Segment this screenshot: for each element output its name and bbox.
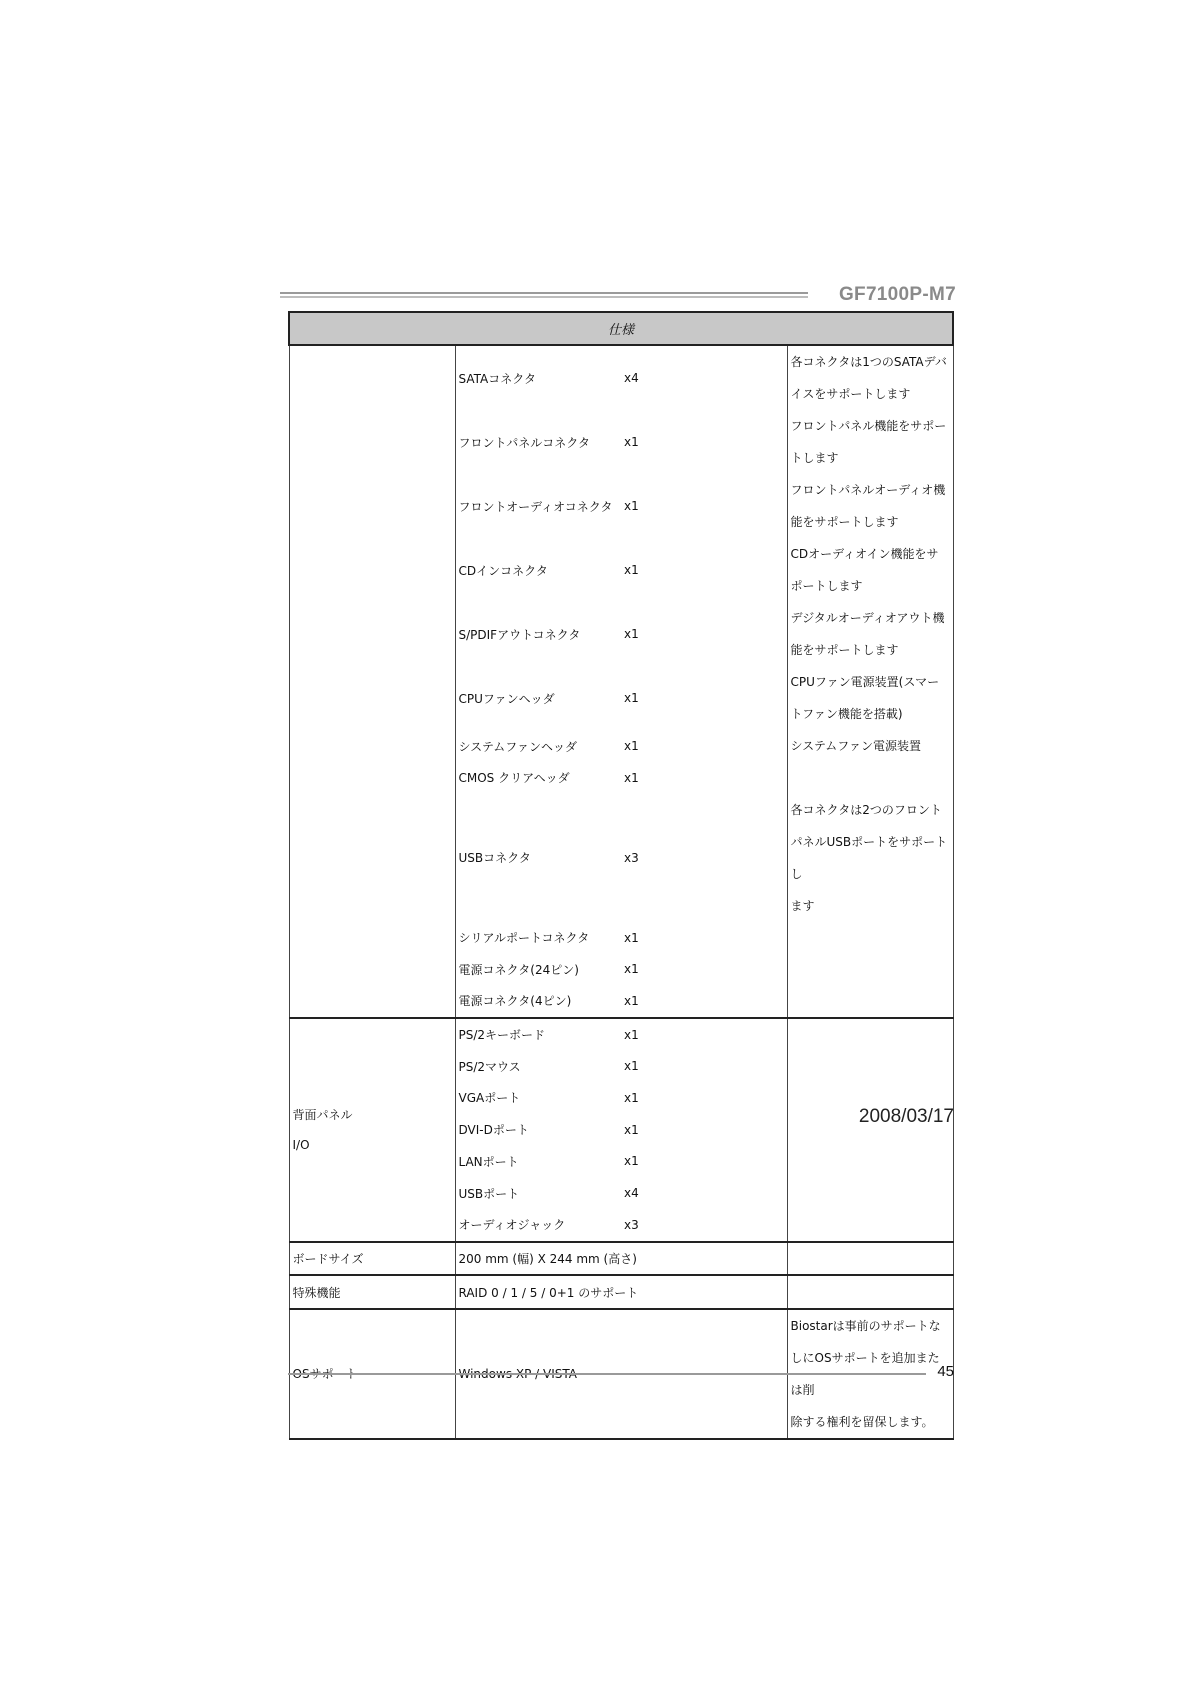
item-qty: x1 [621, 538, 787, 602]
page-number: 45 [937, 1363, 954, 1380]
os-note-line: Biostarは事前のサポートなしにOSサポートを追加または削 [790, 1318, 941, 1397]
table-title: 仕様 [289, 312, 953, 345]
item-desc: デジタルオーディオアウト機能をサポートします [787, 602, 953, 666]
item-qty: x1 [621, 922, 787, 954]
item-desc [787, 794, 953, 922]
item-desc: CDオーディオイン機能をサポートします [787, 538, 953, 602]
item-desc-line: 各コネクタは2つのフロントパネルUSBポートをサポートし [790, 802, 948, 881]
item-name: シリアルポートコネクタ [455, 922, 621, 954]
item-qty: x1 [621, 1082, 787, 1114]
rear-panel-label-line: I/O [292, 1137, 310, 1152]
item-qty: x4 [621, 345, 787, 410]
item-name: CMOS クリアヘッダ [455, 762, 621, 794]
item-desc: CPUファン電源装置(スマートファン機能を搭載) [787, 666, 953, 730]
os-note-line: 除する権利を留保します。 [790, 1414, 934, 1429]
item-desc: 各コネクタは1つのSATAデバイスをサポートします [787, 345, 953, 410]
table-row [289, 1018, 953, 1051]
board-size-value: 200 mm (幅) X 244 mm (高さ) [455, 1242, 787, 1276]
item-name: フロントパネルコネクタ [455, 410, 621, 474]
item-qty: x1 [621, 1146, 787, 1178]
special-label: 特殊機能 [289, 1275, 455, 1309]
item-qty: x1 [621, 1050, 787, 1082]
item-desc [787, 953, 953, 985]
board-size-desc [787, 1242, 953, 1276]
item-name: S/PDIFアウトコネクタ [455, 602, 621, 666]
internal-label-cell [289, 345, 455, 1018]
item-desc: フロントパネル機能をサポートします [787, 410, 953, 474]
item-name: USBポート [455, 1177, 621, 1209]
table-row [289, 1242, 953, 1276]
header-rule [280, 292, 808, 302]
item-name: USBコネクタ [455, 794, 621, 922]
rear-panel-desc [787, 1018, 953, 1242]
item-desc [787, 985, 953, 1018]
item-qty: x3 [621, 1209, 787, 1242]
item-qty: x1 [621, 953, 787, 985]
rear-panel-label-line: 背面パネル [292, 1107, 353, 1122]
item-qty: x4 [621, 1177, 787, 1209]
item-desc: フロントパネルオーディオ機能をサポートします [787, 474, 953, 538]
item-name: VGAポート [455, 1082, 621, 1114]
footer-rule [288, 1373, 926, 1375]
item-desc-line: ます [790, 898, 815, 913]
item-desc: システムファン電源装置 [787, 730, 953, 762]
rear-panel-label [289, 1018, 455, 1242]
item-name: オーディオジャック [455, 1209, 621, 1242]
board-size-label: ボードサイズ [289, 1242, 455, 1276]
table-row [289, 345, 953, 410]
item-name: CDインコネクタ [455, 538, 621, 602]
special-desc [787, 1275, 953, 1309]
item-name: システムファンヘッダ [455, 730, 621, 762]
item-qty: x1 [621, 474, 787, 538]
item-name: DVI-Dポート [455, 1114, 621, 1146]
table-row [289, 1275, 953, 1309]
item-name: PS/2マウス [455, 1050, 621, 1082]
spec-table [288, 311, 954, 1440]
item-name: フロントオーディオコネクタ [455, 474, 621, 538]
item-desc [787, 922, 953, 954]
item-desc [787, 762, 953, 794]
item-qty: x1 [621, 1018, 787, 1051]
item-qty: x1 [621, 602, 787, 666]
item-qty: x1 [621, 666, 787, 730]
doc-date: 2008/03/17 [858, 1106, 954, 1127]
item-qty: x1 [621, 410, 787, 474]
item-qty: x1 [621, 730, 787, 762]
item-name: SATAコネクタ [455, 345, 621, 410]
item-qty: x3 [621, 794, 787, 922]
item-qty: x1 [621, 1114, 787, 1146]
item-qty: x1 [621, 762, 787, 794]
item-name: PS/2キーボード [455, 1018, 621, 1051]
item-name: 電源コネクタ(24ピン) [455, 953, 621, 985]
item-name: CPUファンヘッダ [455, 666, 621, 730]
special-value: RAID 0 / 1 / 5 / 0+1 のサポート [455, 1275, 787, 1309]
item-name: 電源コネクタ(4ピン) [455, 985, 621, 1018]
item-qty: x1 [621, 985, 787, 1018]
item-name: LANポート [455, 1146, 621, 1178]
model-name: GF7100P-M7 [838, 284, 956, 305]
